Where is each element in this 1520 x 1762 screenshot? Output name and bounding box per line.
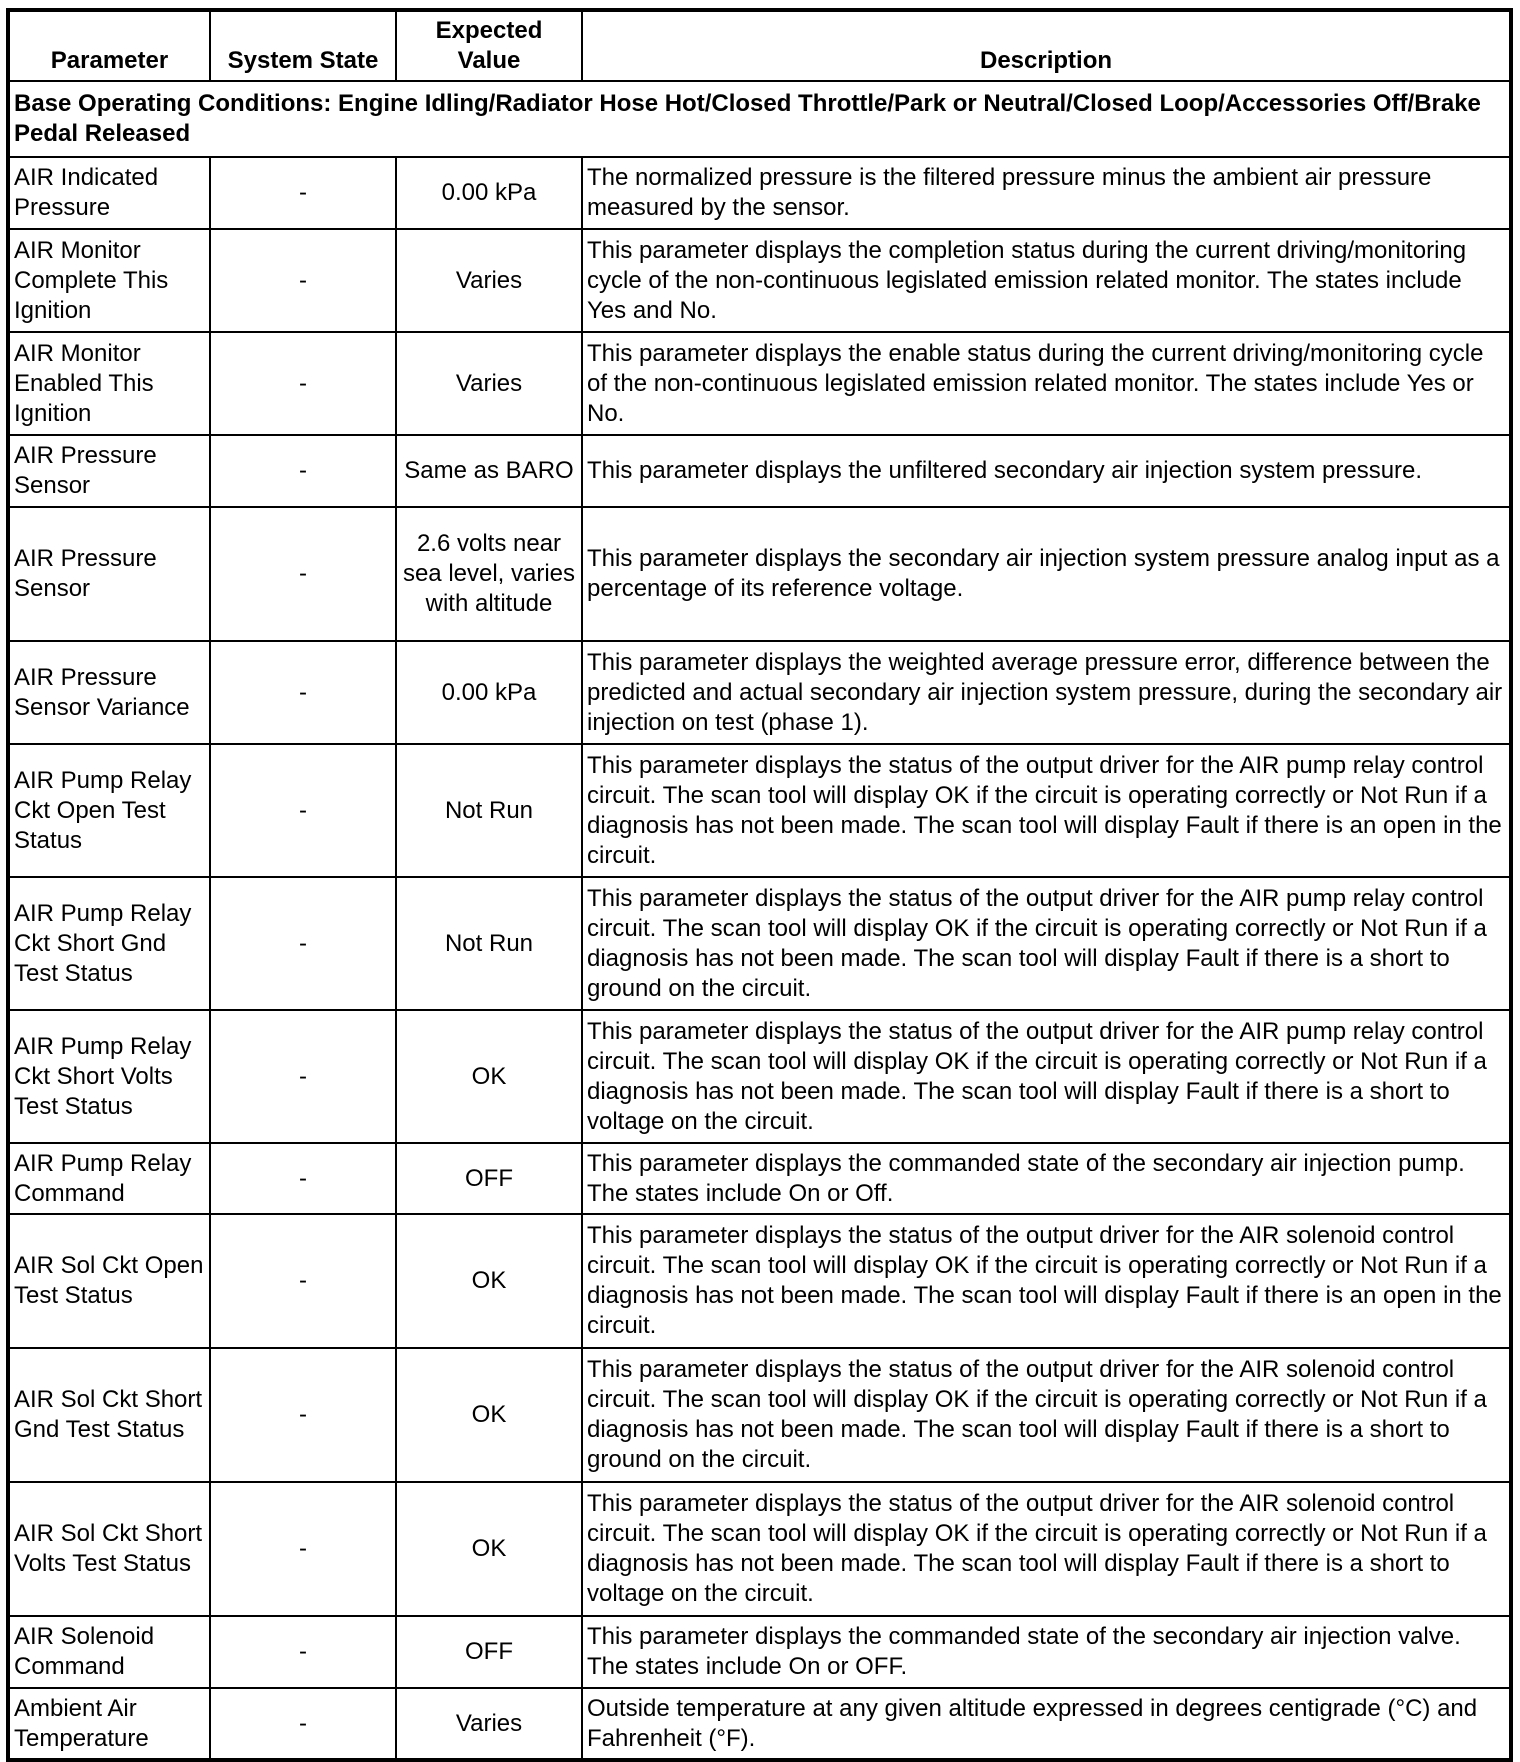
expected-value-cell: OFF	[396, 1616, 582, 1688]
system-state-cell: -	[210, 507, 396, 641]
expected-value-cell: OK	[396, 1348, 582, 1482]
description-cell: This parameter displays the secondary air injection system pressure analog input as a percentage of its reference voltage.	[582, 507, 1511, 641]
parameter-cell: AIR Solenoid Command	[8, 1616, 210, 1688]
header-parameter: Parameter	[8, 10, 210, 81]
description-cell: This parameter displays the status of the output driver for the AIR pump relay control circuit. The scan tool will display OK if the circuit is operating correctly or Not Run if a diagnosis has not been made. The scan tool will display Fault if there is an open in the circuit.	[582, 744, 1511, 877]
table-row	[8, 157, 1511, 229]
expected-value-cell: Same as BARO	[396, 435, 582, 507]
parameter-cell: AIR Sol Ckt Short Volts Test Status	[8, 1482, 210, 1616]
system-state-cell: -	[210, 229, 396, 332]
system-state-cell: -	[210, 877, 396, 1010]
table-row	[8, 1348, 1511, 1482]
system-state-cell: -	[210, 435, 396, 507]
table-row	[8, 641, 1511, 744]
parameter-cell: Ambient Air Temperature	[8, 1688, 210, 1760]
description-cell: This parameter displays the status of the output driver for the AIR solenoid control circuit. The scan tool will display OK if the circuit is operating correctly or Not Run if a diagnosis has not been made. The scan tool will display Fault if there is an open in the circuit.	[582, 1214, 1511, 1348]
system-state-cell: -	[210, 1214, 396, 1348]
description-cell: This parameter displays the weighted average pressure error, difference between the predicted and actual secondary air injection system pressure, during the secondary air injection on test (phase 1).	[582, 641, 1511, 744]
parameter-cell: AIR Pressure Sensor Variance	[8, 641, 210, 744]
system-state-cell: -	[210, 1348, 396, 1482]
parameter-cell: AIR Monitor Complete This Ignition	[8, 229, 210, 332]
expected-value-cell: Not Run	[396, 744, 582, 877]
table-row	[8, 229, 1511, 332]
description-cell: This parameter displays the status of the output driver for the AIR pump relay control circuit. The scan tool will display OK if the circuit is operating correctly or Not Run if a diagnosis has not been made. The scan tool will display Fault if there is a short to voltage on the circuit.	[582, 1010, 1511, 1143]
parameter-cell: AIR Pump Relay Ckt Short Gnd Test Status	[8, 877, 210, 1010]
description-cell: This parameter displays the commanded state of the secondary air injection pump. The states include On or Off.	[582, 1143, 1511, 1214]
table-row	[8, 1010, 1511, 1143]
system-state-cell: -	[210, 641, 396, 744]
parameter-cell: AIR Sol Ckt Open Test Status	[8, 1214, 210, 1348]
table-row	[8, 1482, 1511, 1616]
expected-value-cell: 0.00 kPa	[396, 641, 582, 744]
description-cell: Outside temperature at any given altitude expressed in degrees centigrade (°C) and Fahrenheit (°F).	[582, 1688, 1511, 1760]
system-state-cell: -	[210, 744, 396, 877]
table-row	[8, 435, 1511, 507]
header-expected-value: Expected Value	[396, 10, 582, 81]
expected-value-cell: OK	[396, 1010, 582, 1143]
parameter-cell: AIR Monitor Enabled This Ignition	[8, 332, 210, 435]
expected-value-cell: Varies	[396, 332, 582, 435]
system-state-cell: -	[210, 157, 396, 229]
section-title: Base Operating Conditions: Engine Idling/Radiator Hose Hot/Closed Throttle/Park or Neutral/Closed Loop/Accessories Off/Brake Pedal Released	[8, 81, 1511, 157]
header-description: Description	[582, 10, 1511, 81]
description-cell: This parameter displays the commanded state of the secondary air injection valve. The states include On or OFF.	[582, 1616, 1511, 1688]
parameter-table	[6, 8, 1513, 1762]
description-cell: This parameter displays the status of the output driver for the AIR solenoid control circuit. The scan tool will display OK if the circuit is operating correctly or Not Run if a diagnosis has not been made. The scan tool will display Fault if there is a short to ground on the circuit.	[582, 1348, 1511, 1482]
parameter-cell: AIR Pump Relay Ckt Short Volts Test Status	[8, 1010, 210, 1143]
expected-value-cell: 2.6 volts near sea level, varies with altitude	[396, 507, 582, 641]
table-row	[8, 1688, 1511, 1760]
expected-value-cell: Not Run	[396, 877, 582, 1010]
parameter-cell: AIR Pressure Sensor	[8, 507, 210, 641]
parameter-cell: AIR Pump Relay Ckt Open Test Status	[8, 744, 210, 877]
expected-value-cell: Varies	[396, 1688, 582, 1760]
description-cell: This parameter displays the completion status during the current driving/monitoring cycle of the non-continuous legislated emission related monitor. The states include Yes and No.	[582, 229, 1511, 332]
system-state-cell: -	[210, 1616, 396, 1688]
description-cell: The normalized pressure is the filtered pressure minus the ambient air pressure measured by the sensor.	[582, 157, 1511, 229]
table-row	[8, 744, 1511, 877]
table-row	[8, 1143, 1511, 1214]
table-row	[8, 877, 1511, 1010]
expected-value-cell: OK	[396, 1482, 582, 1616]
table-row	[8, 1214, 1511, 1348]
parameter-cell: AIR Pump Relay Command	[8, 1143, 210, 1214]
table-row	[8, 332, 1511, 435]
header-row	[8, 10, 1511, 81]
expected-value-cell: OK	[396, 1214, 582, 1348]
expected-value-cell: 0.00 kPa	[396, 157, 582, 229]
section-row	[8, 81, 1511, 157]
header-system-state: System State	[210, 10, 396, 81]
system-state-cell: -	[210, 1143, 396, 1214]
description-cell: This parameter displays the status of the output driver for the AIR solenoid control circuit. The scan tool will display OK if the circuit is operating correctly or Not Run if a diagnosis has not been made. The scan tool will display Fault if there is a short to voltage on the circuit.	[582, 1482, 1511, 1616]
parameter-cell: AIR Indicated Pressure	[8, 157, 210, 229]
table-row	[8, 1616, 1511, 1688]
table-row	[8, 507, 1511, 641]
parameter-cell: AIR Pressure Sensor	[8, 435, 210, 507]
system-state-cell: -	[210, 1010, 396, 1143]
system-state-cell: -	[210, 332, 396, 435]
system-state-cell: -	[210, 1688, 396, 1760]
parameter-cell: AIR Sol Ckt Short Gnd Test Status	[8, 1348, 210, 1482]
description-cell: This parameter displays the status of the output driver for the AIR pump relay control circuit. The scan tool will display OK if the circuit is operating correctly or Not Run if a diagnosis has not been made. The scan tool will display Fault if there is a short to ground on the circuit.	[582, 877, 1511, 1010]
description-cell: This parameter displays the unfiltered secondary air injection system pressure.	[582, 435, 1511, 507]
system-state-cell: -	[210, 1482, 396, 1616]
expected-value-cell: OFF	[396, 1143, 582, 1214]
description-cell: This parameter displays the enable status during the current driving/monitoring cycle of the non-continuous legislated emission related monitor. The states include Yes or No.	[582, 332, 1511, 435]
expected-value-cell: Varies	[396, 229, 582, 332]
